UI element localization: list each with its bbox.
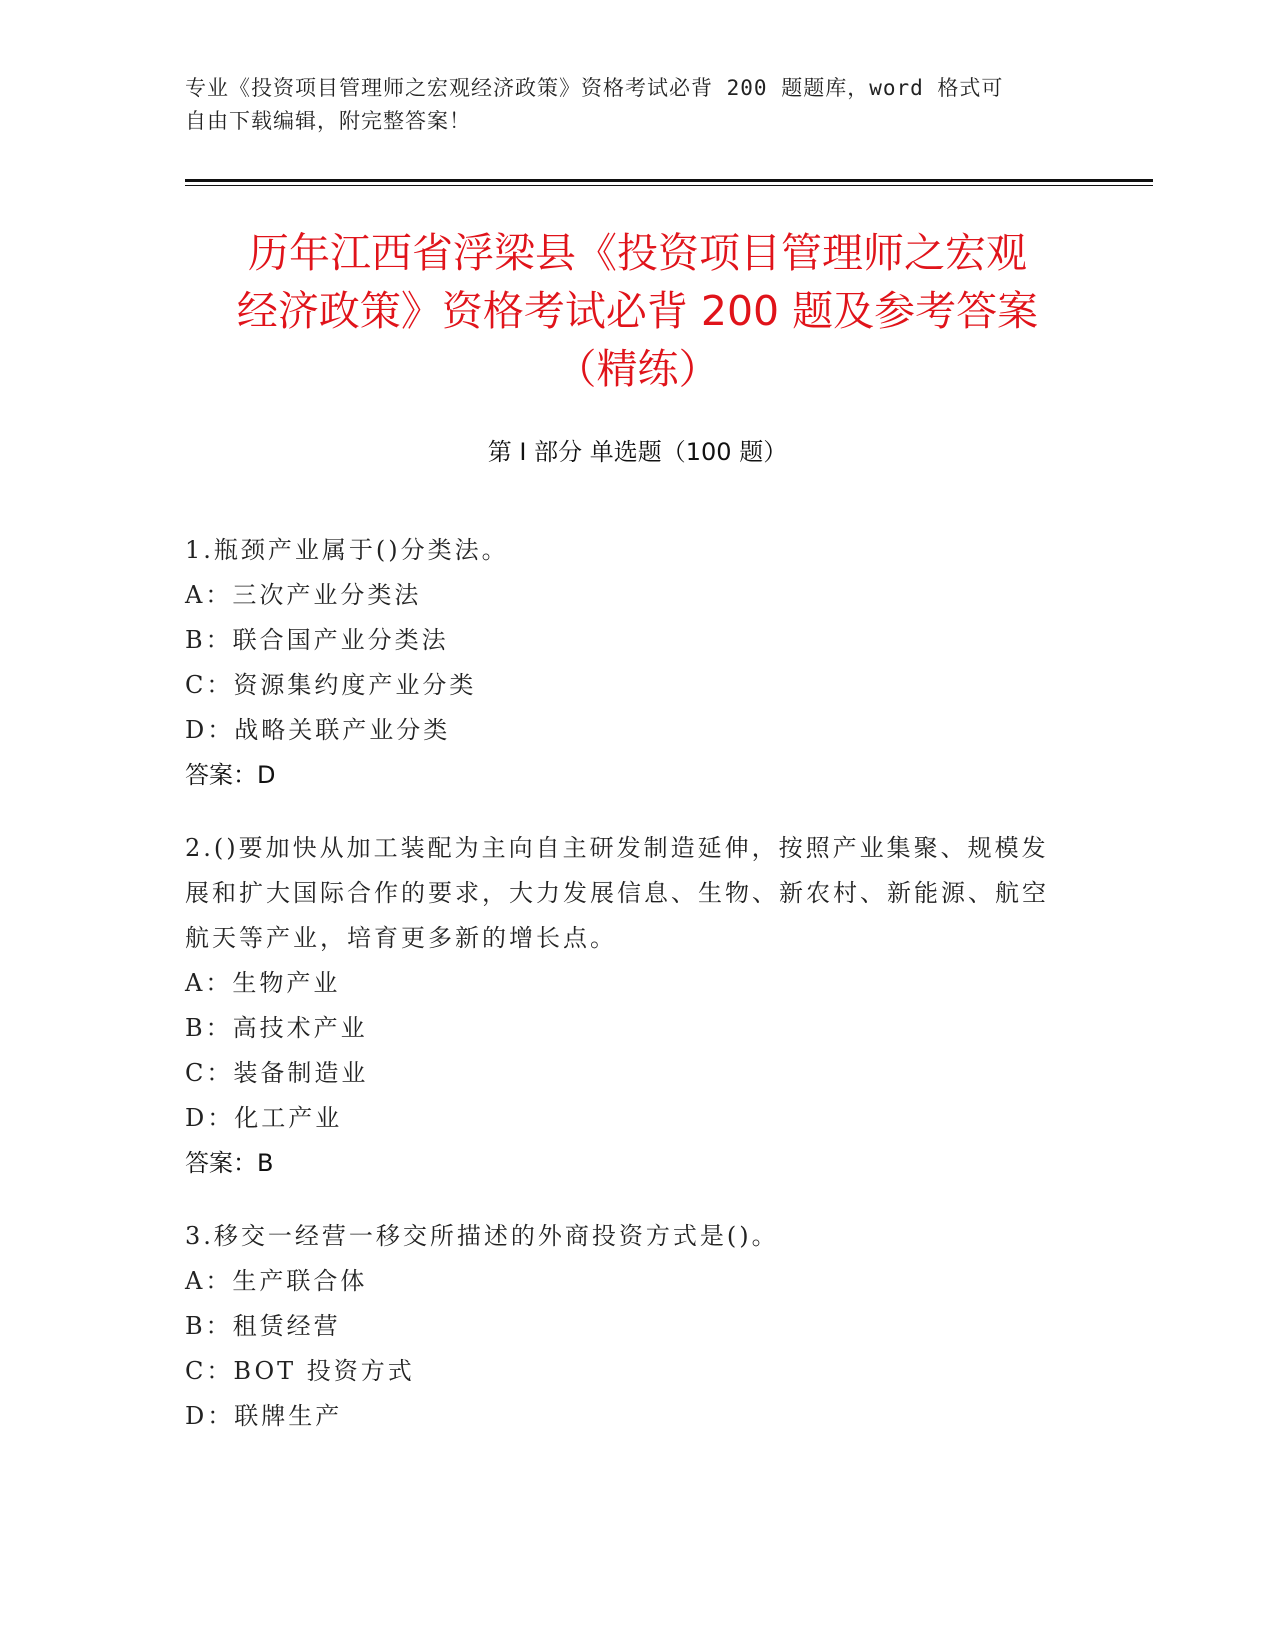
- question-3: [185, 1214, 1065, 1439]
- header-divider-thick: [185, 179, 1153, 182]
- option-b: B：租赁经营: [185, 1312, 341, 1340]
- header-note: [185, 72, 1065, 138]
- question-stem: 3.移交一经营一移交所描述的外商投资方式是()。: [185, 1222, 779, 1250]
- document-title-line-2: 经济政策》资格考试必背 200 题及参考答案: [236, 287, 1039, 335]
- option-a: A：三次产业分类法: [185, 581, 422, 609]
- question-list: [185, 528, 1065, 1467]
- option-c: C：装备制造业: [185, 1059, 369, 1087]
- answer-line: 答案：B: [185, 1149, 274, 1177]
- option-d: D：化工产业: [185, 1104, 343, 1132]
- answer-line: 答案：D: [185, 761, 276, 789]
- header-divider-thin: [185, 185, 1153, 186]
- question-2: [185, 826, 1065, 1186]
- option-d: D：联牌生产: [185, 1402, 343, 1430]
- option-b: B：高技术产业: [185, 1014, 368, 1042]
- document-title: [150, 224, 1125, 398]
- question-1: [185, 528, 1065, 798]
- option-c: C：资源集约度产业分类: [185, 671, 477, 699]
- document-title-line-3: （精练）: [555, 345, 720, 393]
- section-heading: 第 I 部分 单选题（100 题）: [487, 438, 788, 466]
- option-d: D：战略关联产业分类: [185, 716, 451, 744]
- question-stem: 2.()要加快从加工装配为主向自主研发制造延伸，按照产业集聚、规模发展和扩大国际合作的要求，大力发展信息、生物、新农村、新能源、航空航天等产业，培育更多新的增长点。: [185, 834, 1049, 952]
- option-a: A：生产联合体: [185, 1267, 368, 1295]
- header-note-line-2: 自由下载编辑，附完整答案！: [185, 109, 471, 133]
- document-title-line-1: 历年江西省浮梁县《投资项目管理师之宏观: [248, 229, 1027, 277]
- option-b: B：联合国产业分类法: [185, 626, 449, 654]
- header-note-line-1: 专业《投资项目管理师之宏观经济政策》资格考试必背 200 题题库，word 格式可: [185, 76, 1004, 100]
- question-stem: 1.瓶颈产业属于()分类法。: [185, 536, 509, 564]
- option-a: A：生物产业: [185, 969, 341, 997]
- option-c: C：BOT 投资方式: [185, 1357, 415, 1385]
